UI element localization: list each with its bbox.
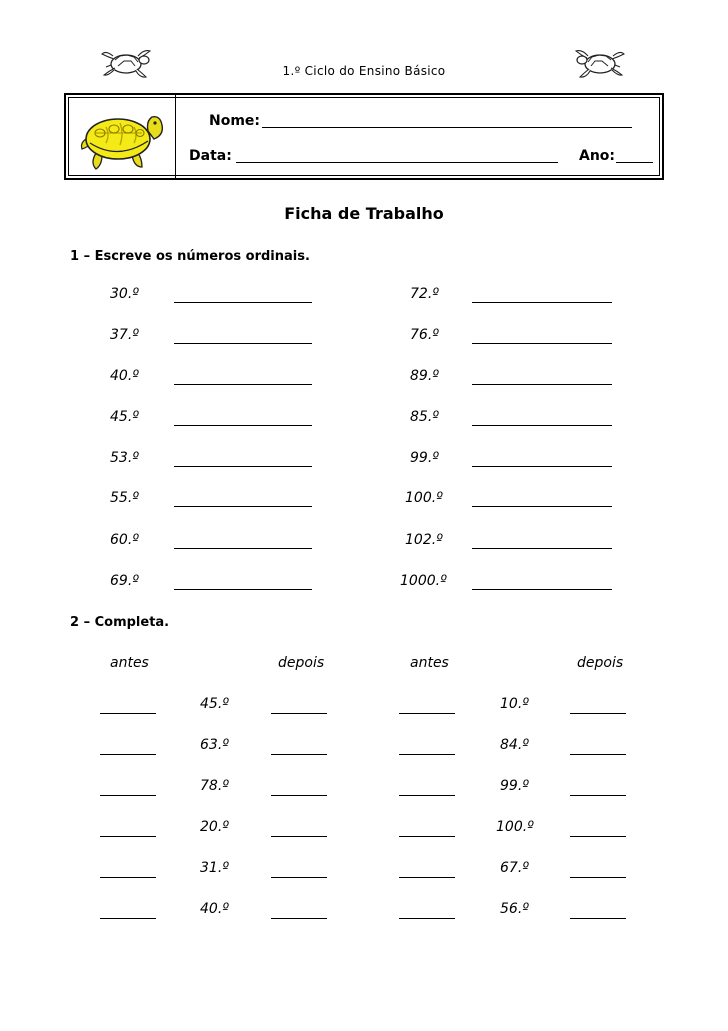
column-label-after: depois bbox=[577, 655, 624, 671]
before-answer-line[interactable] bbox=[100, 836, 156, 837]
year-label: Ano: bbox=[579, 148, 616, 164]
answer-line[interactable] bbox=[472, 302, 612, 303]
ordinal-prompt: 1000.º bbox=[400, 573, 447, 589]
answer-line[interactable] bbox=[174, 506, 312, 507]
ordinal-prompt: 84.º bbox=[500, 737, 529, 753]
answer-line[interactable] bbox=[174, 548, 312, 549]
after-answer-line[interactable] bbox=[570, 795, 626, 796]
after-answer-line[interactable] bbox=[271, 795, 327, 796]
after-answer-line[interactable] bbox=[271, 877, 327, 878]
before-answer-line[interactable] bbox=[399, 836, 455, 837]
ordinal-prompt: 40.º bbox=[200, 901, 229, 917]
name-label: Nome: bbox=[209, 113, 261, 129]
box-divider bbox=[175, 95, 176, 178]
column-label-before: antes bbox=[110, 655, 149, 671]
after-answer-line[interactable] bbox=[271, 713, 327, 714]
ordinal-prompt: 55.º bbox=[110, 490, 139, 506]
after-answer-line[interactable] bbox=[271, 836, 327, 837]
after-answer-line[interactable] bbox=[271, 918, 327, 919]
ordinal-prompt: 40.º bbox=[110, 368, 139, 384]
answer-line[interactable] bbox=[472, 589, 612, 590]
date-label: Data: bbox=[189, 148, 232, 164]
before-answer-line[interactable] bbox=[100, 713, 156, 714]
before-answer-line[interactable] bbox=[100, 918, 156, 919]
before-answer-line[interactable] bbox=[399, 754, 455, 755]
ordinal-prompt: 76.º bbox=[410, 327, 439, 343]
ordinal-prompt: 53.º bbox=[110, 450, 139, 466]
ordinal-prompt: 99.º bbox=[410, 450, 439, 466]
ordinal-prompt: 85.º bbox=[410, 409, 439, 425]
year-input-line[interactable] bbox=[616, 162, 653, 163]
ordinal-prompt: 72.º bbox=[410, 286, 439, 302]
yellow-turtle-icon bbox=[76, 99, 168, 173]
ordinal-prompt: 10.º bbox=[500, 696, 529, 712]
after-answer-line[interactable] bbox=[570, 836, 626, 837]
ordinal-prompt: 56.º bbox=[500, 901, 529, 917]
column-label-after: depois bbox=[278, 655, 325, 671]
before-answer-line[interactable] bbox=[399, 918, 455, 919]
ordinal-prompt: 69.º bbox=[110, 573, 139, 589]
before-answer-line[interactable] bbox=[399, 713, 455, 714]
answer-line[interactable] bbox=[174, 425, 312, 426]
ordinal-prompt: 100.º bbox=[405, 490, 443, 506]
after-answer-line[interactable] bbox=[570, 918, 626, 919]
before-answer-line[interactable] bbox=[399, 795, 455, 796]
ordinal-prompt: 63.º bbox=[200, 737, 229, 753]
before-answer-line[interactable] bbox=[100, 877, 156, 878]
date-input-line[interactable] bbox=[236, 162, 558, 163]
ordinal-prompt: 45.º bbox=[110, 409, 139, 425]
ordinal-prompt: 31.º bbox=[200, 860, 229, 876]
before-answer-line[interactable] bbox=[399, 877, 455, 878]
name-input-line[interactable] bbox=[262, 127, 632, 128]
after-answer-line[interactable] bbox=[570, 877, 626, 878]
ordinal-prompt: 67.º bbox=[500, 860, 529, 876]
answer-line[interactable] bbox=[174, 466, 312, 467]
answer-line[interactable] bbox=[472, 506, 612, 507]
answer-line[interactable] bbox=[472, 425, 612, 426]
student-info-box bbox=[64, 93, 664, 180]
ordinal-prompt: 20.º bbox=[200, 819, 229, 835]
answer-line[interactable] bbox=[472, 384, 612, 385]
ordinal-prompt: 102.º bbox=[405, 532, 443, 548]
ordinal-prompt: 45.º bbox=[200, 696, 229, 712]
ordinal-prompt: 78.º bbox=[200, 778, 229, 794]
answer-line[interactable] bbox=[174, 343, 312, 344]
ordinal-prompt: 89.º bbox=[410, 368, 439, 384]
answer-line[interactable] bbox=[174, 589, 312, 590]
ordinal-prompt: 99.º bbox=[500, 778, 529, 794]
worksheet-title: Ficha de Trabalho bbox=[284, 204, 444, 223]
ordinal-prompt: 100.º bbox=[496, 819, 534, 835]
after-answer-line[interactable] bbox=[570, 713, 626, 714]
answer-line[interactable] bbox=[174, 302, 312, 303]
exercise-1-heading: 1 – Escreve os números ordinais. bbox=[70, 249, 310, 264]
ordinal-prompt: 37.º bbox=[110, 327, 139, 343]
after-answer-line[interactable] bbox=[271, 754, 327, 755]
ordinal-prompt: 30.º bbox=[110, 286, 139, 302]
before-answer-line[interactable] bbox=[100, 754, 156, 755]
exercise-2-heading: 2 – Completa. bbox=[70, 615, 170, 630]
answer-line[interactable] bbox=[472, 466, 612, 467]
after-answer-line[interactable] bbox=[570, 754, 626, 755]
answer-line[interactable] bbox=[472, 343, 612, 344]
column-label-before: antes bbox=[410, 655, 449, 671]
answer-line[interactable] bbox=[174, 384, 312, 385]
before-answer-line[interactable] bbox=[100, 795, 156, 796]
ordinal-prompt: 60.º bbox=[110, 532, 139, 548]
school-level-title: 1.º Ciclo do Ensino Básico bbox=[282, 64, 446, 78]
answer-line[interactable] bbox=[472, 548, 612, 549]
